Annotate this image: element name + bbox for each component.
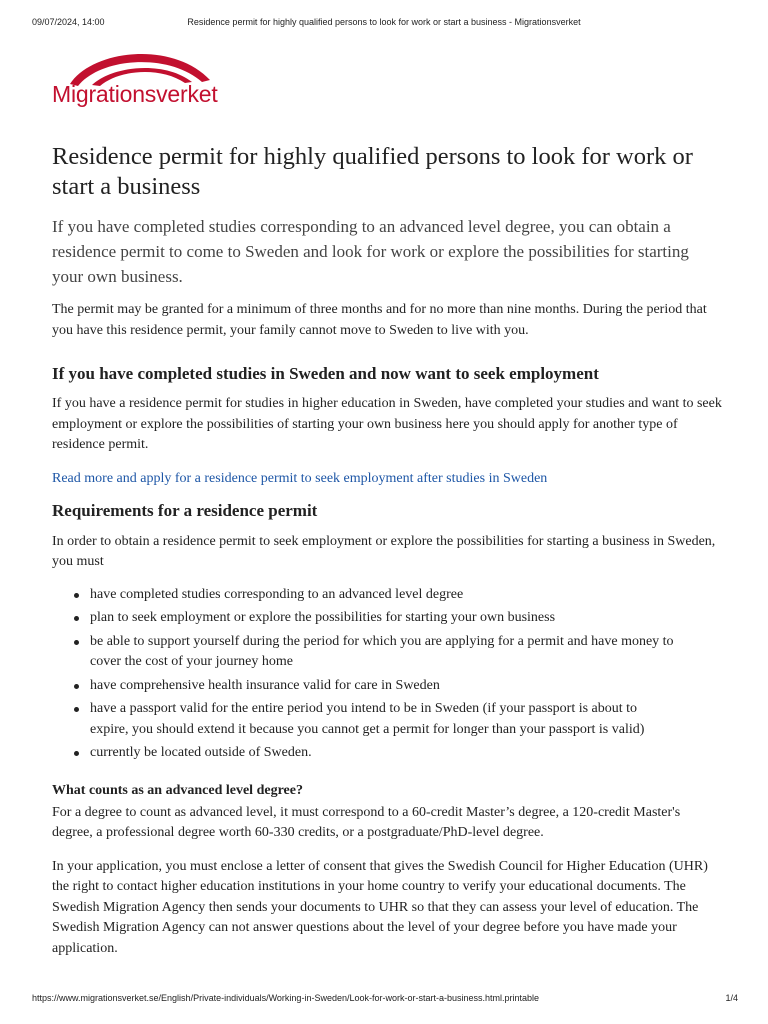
requirements-list [52, 585, 722, 764]
intro-paragraph: The permit may be granted for a minimum of three months and for no more than nine months. During the period that you have this residence permit, your family cannot move to Sweden to live with you. [52, 302, 707, 338]
consent-letter-paragraph: In your application, you must enclose a letter of consent that gives the Swedish Council for Higher Education (UHR) the right to contact higher education institutions in your home country to verify your educational documents. The Swedish Migration Agency then sends your documents to UHR so that they can assess your level of education. The Swedish Migration Agency can not answer questions about the level of your degree before you have made your application. [52, 858, 708, 956]
bullet-icon [74, 640, 79, 645]
list-item [90, 743, 722, 764]
seek-employment-link[interactable]: Read more and apply for a residence permit to seek employment after studies in Sweden [52, 470, 548, 486]
requirements-intro: In order to obtain a residence permit to seek employment or explore the possibilities for starting a business in Sweden, you must [52, 533, 716, 569]
bullet-icon [74, 751, 79, 756]
bullet-icon [74, 684, 79, 689]
print-header [0, 17, 768, 31]
bullet-icon [74, 616, 79, 621]
print-url: https://www.migrationsverket.se/English/Private-individuals/Working-in-Sweden/Look-for-work-or-start-a-business.html.printable [32, 993, 540, 1003]
page-number: 1/4 [725, 993, 738, 1003]
main-content [52, 142, 722, 959]
page-title: Residence permit for highly qualified persons to look for work or start a business [52, 143, 693, 200]
list-item [90, 699, 722, 740]
section-heading-requirements: Requirements for a residence permit [52, 500, 318, 520]
logo-text: Migrationsverket [52, 81, 218, 107]
list-item-text: plan to seek employment or explore the possibilities for starting your own business [90, 610, 556, 625]
bullet-icon [74, 593, 79, 598]
section-body-completed-studies: If you have a residence permit for studies in higher education in Sweden, have completed your studies and want to seek employment or explore the possibilities of starting your own business here you should apply for another type of residence permit. [52, 396, 722, 452]
list-item [90, 608, 722, 629]
list-item-text: have completed studies corresponding to an advanced level degree [90, 586, 464, 602]
print-title: Residence permit for highly qualified persons to look for work or start a business - Migrationsverket [187, 17, 581, 27]
list-item-text: have a passport valid for the entire period you intend to be in Sweden (if your passport is about to expire, you should extend it because you cannot get a permit for longer than your passport is valid) [90, 701, 645, 737]
lead-paragraph: If you have completed studies corresponding to an advanced level degree, you can obtain a residence permit to come to Sweden and look for work or explore the possibilities for starting your own business. [52, 217, 689, 286]
list-item-text: be able to support yourself during the period for which you are applying for a permit and have money to cover the cost of your journey home [90, 633, 674, 669]
advanced-degree-paragraph: For a degree to count as advanced level, it must correspond to a 60-credit Master’s degree, a 120-credit Master's degree, a professional degree worth 60-330 credits, or a postgraduate/PhD-level degree. [52, 804, 681, 840]
section-heading-completed-studies: If you have completed studies in Sweden and now want to seek employment [52, 364, 599, 383]
bullet-icon [74, 707, 79, 712]
migrationsverket-logo[interactable] [52, 44, 232, 110]
section-heading-advanced-degree: What counts as an advanced level degree? [52, 782, 303, 798]
list-item-text: currently be located outside of Sweden. [90, 745, 312, 760]
list-item [90, 585, 722, 606]
print-footer [0, 993, 768, 1007]
list-item [90, 676, 722, 697]
list-item-text: have comprehensive health insurance valid for care in Sweden [90, 677, 440, 693]
list-item [90, 632, 722, 673]
print-date: 09/07/2024, 14:00 [32, 17, 105, 27]
